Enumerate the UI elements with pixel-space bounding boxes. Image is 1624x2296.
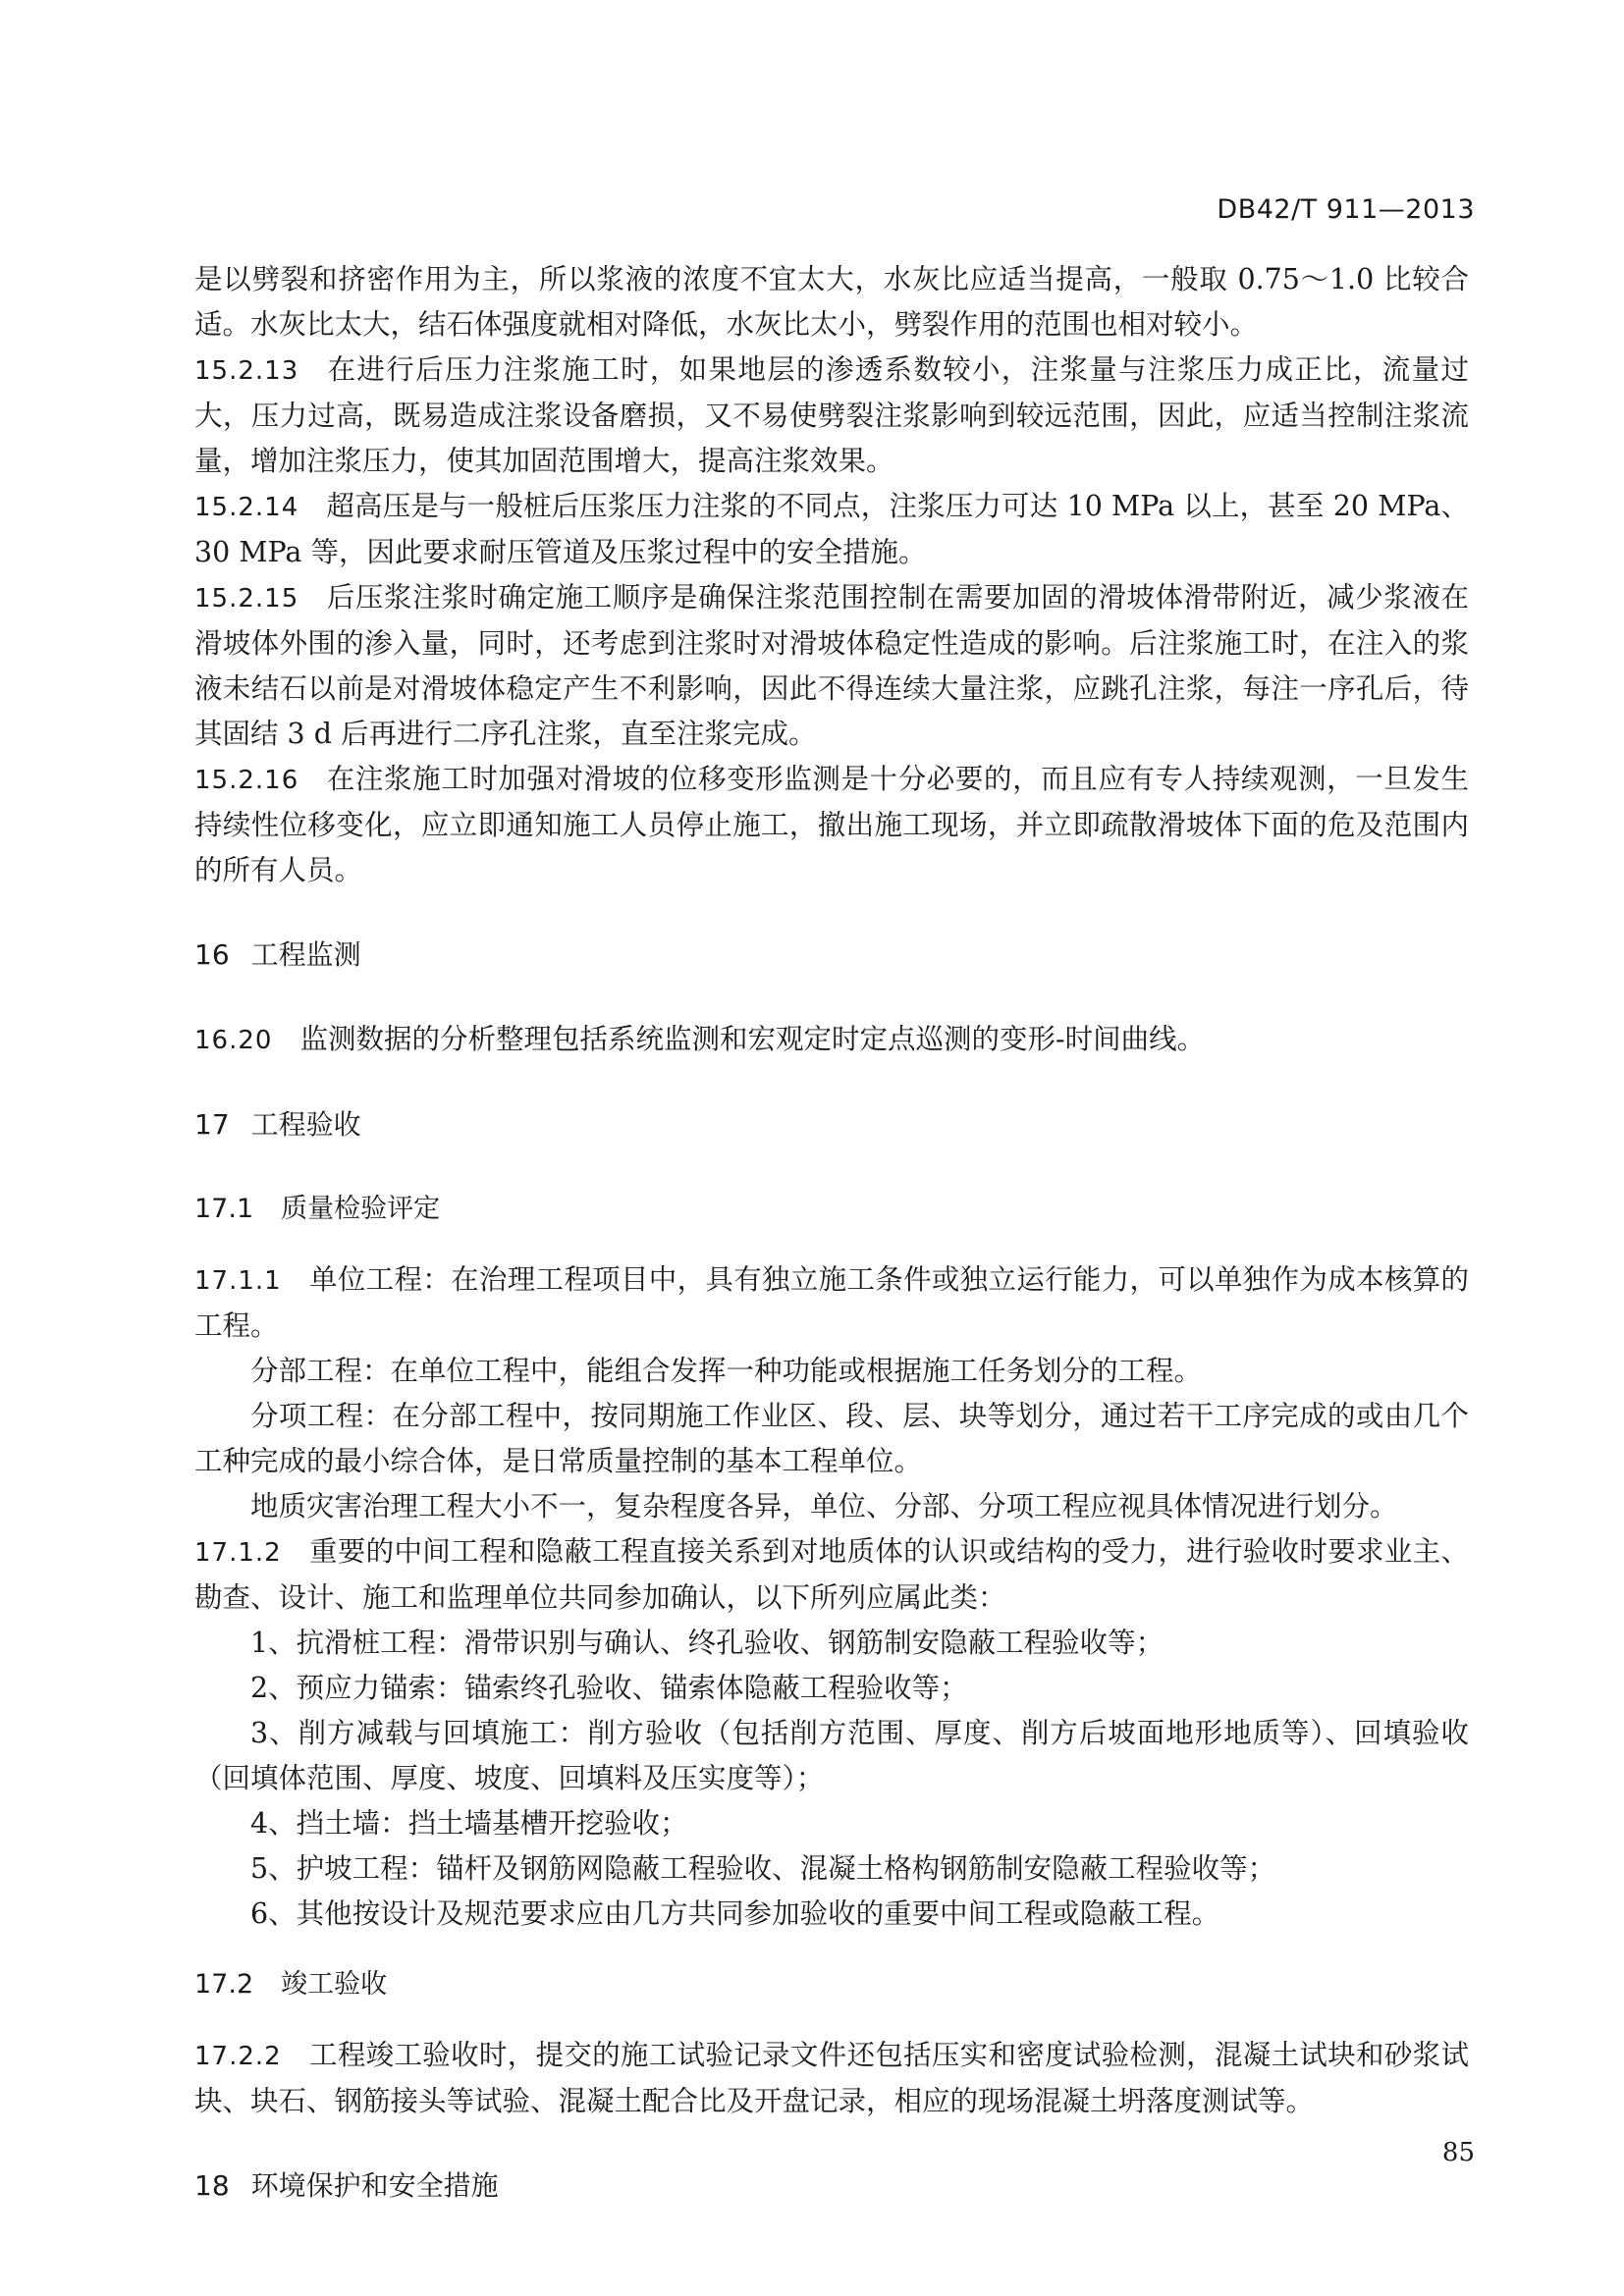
section-title: 环境保护和安全措施 [250, 2169, 499, 2202]
clause-text: 在注浆施工时加强对滑坡的位移变形监测是十分必要的，而且应有专人持续观测，一旦发生持续性位移变化，应立即通知施工人员停止施工，撤出施工现场，并立即疏散滑坡体下面的危及范围内的所有人员。 [194, 763, 1469, 886]
clause-number: 17.1.1 [194, 1266, 282, 1296]
page-number: 85 [1441, 2138, 1475, 2167]
clause-text: 监测数据的分析整理包括系统监测和宏观定时定点巡测的变形-时间曲线。 [299, 1023, 1206, 1055]
subsection-heading-17-2 [194, 1962, 1469, 2007]
section-number: 17 [194, 1108, 230, 1141]
clause-15-2-13 [194, 347, 1469, 484]
clause-paragraph: 分项工程：在分部工程中，按同期施工作业区、段、层、块等划分，通过若干工序完成的或由几个工种完成的最小综合体，是日常质量控制的基本工程单位。 [194, 1400, 1469, 1477]
paragraph-continued: 是以劈裂和挤密作用为主，所以浆液的浓度不宜太大，水灰比应适当提高，一般取 0.75～1.0 比较合适。水灰比太大，结石体强度就相对降低，水灰比太小，劈裂作用的范围也相对较小。 [194, 263, 1469, 341]
list-item: 4、挡土墙：挡土墙基槽开挖验收； [250, 1807, 688, 1840]
clause-17-1-1 [194, 1257, 1469, 1349]
section-number: 16 [194, 938, 230, 971]
subsection-title: 竣工验收 [281, 1969, 388, 2000]
clause-text: 在进行后压力注浆施工时，如果地层的渗透系数较小，注浆量与注浆压力成正比，流量过大，压力过高，既易造成注浆设备磨损，又不易使劈裂注浆影响到较远范围，因此，应适当控制注浆流量，增加注浆压力，使其加固范围增大，提高注浆效果。 [194, 353, 1469, 477]
clause-16-20 [194, 1017, 1469, 1063]
clause-text: 后压浆注浆时确定施工顺序是确保注浆范围控制在需要加固的滑坡体滑带附近，减少浆液在滑坡体外围的渗入量，同时，还考虑到注浆时对滑坡体稳定性造成的影响。后注浆施工时，在注入的浆液未结石以前是对滑坡体稳定产生不利影响，因此不得连续大量注浆，应跳孔注浆，每注一序孔后，待其固结 3 d 后再进行二序孔注浆，直至注浆完成。 [194, 581, 1469, 750]
section-title: 工程监测 [250, 938, 361, 971]
list-item: 6、其他按设计及规范要求应由几方共同参加验收的重要中间工程或隐蔽工程。 [250, 1897, 1220, 1930]
subsection-heading-17-1 [194, 1187, 1469, 1232]
section-heading-16 [194, 933, 1469, 978]
subsection-number: 17.2 [194, 1969, 254, 2000]
list-item: 3、削方减载与回填施工：削方验收（包括削方范围、厚度、削方后坡面地形地质等）、回填验收（回填体范围、厚度、坡度、回填料及压实度等）； [194, 1717, 1469, 1794]
clause-number: 17.1.2 [194, 1538, 282, 1568]
clause-paragraph: 地质灾害治理工程大小不一，复杂程度各异，单位、分部、分项工程应视具体情况进行划分。 [250, 1490, 1398, 1522]
list-item: 2、预应力锚索：锚索终孔验收、锚索体隐蔽工程验收等； [250, 1672, 968, 1704]
clause-number: 15.2.13 [194, 356, 299, 386]
clause-text: 单位工程：在治理工程项目中，具有独立施工条件或独立运行能力，可以单独作为成本核算的工程。 [194, 1263, 1469, 1342]
clause-number: 16.20 [194, 1026, 273, 1055]
clause-number: 17.2.2 [194, 2042, 282, 2071]
list-item: 1、抗滑桩工程：滑带识别与确认、终孔验收、钢筋制安隐蔽工程验收等； [250, 1627, 1164, 1659]
clause-15-2-15 [194, 575, 1469, 757]
clause-number: 15.2.15 [194, 584, 299, 614]
clause-text: 重要的中间工程和隐蔽工程直接关系到对地质体的认识或结构的受力，进行验收时要求业主、勘查、设计、施工和监理单位共同参加确认，以下所列应属此类： [194, 1535, 1469, 1614]
clause-text: 超高压是与一般桩后压浆压力注浆的不同点，注浆压力可达 10 MPa 以上，甚至 20 MPa、30 MPa 等，因此要求耐压管道及压浆过程中的安全措施。 [194, 490, 1469, 568]
document-body [194, 257, 1469, 2209]
section-heading-18 [194, 2163, 1469, 2209]
clause-17-1-2 [194, 1529, 1469, 1621]
clause-17-2-2 [194, 2033, 1469, 2124]
clause-15-2-14 [194, 484, 1469, 575]
clause-number: 15.2.14 [194, 493, 299, 522]
section-title: 工程验收 [250, 1108, 361, 1141]
clause-number: 15.2.16 [194, 766, 299, 795]
clause-text: 工程竣工验收时，提交的施工试验记录文件还包括压实和密度试验检测，混凝土试块和砂浆试块、块石、钢筋接头等试验、混凝土配合比及开盘记录，相应的现场混凝土坍落度测试等。 [194, 2039, 1469, 2117]
clause-15-2-16 [194, 757, 1469, 893]
clause-paragraph: 分部工程：在单位工程中，能组合发挥一种功能或根据施工任务划分的工程。 [250, 1355, 1203, 1387]
section-heading-17 [194, 1102, 1469, 1148]
standard-code: DB42/T 911—2013 [1217, 194, 1475, 225]
subsection-number: 17.1 [194, 1194, 254, 1224]
section-number: 18 [194, 2169, 230, 2202]
subsection-title: 质量检验评定 [281, 1194, 441, 1224]
list-item: 5、护坡工程：锚杆及钢筋网隐蔽工程验收、混凝土格构钢筋制安隐蔽工程验收等； [250, 1852, 1276, 1885]
